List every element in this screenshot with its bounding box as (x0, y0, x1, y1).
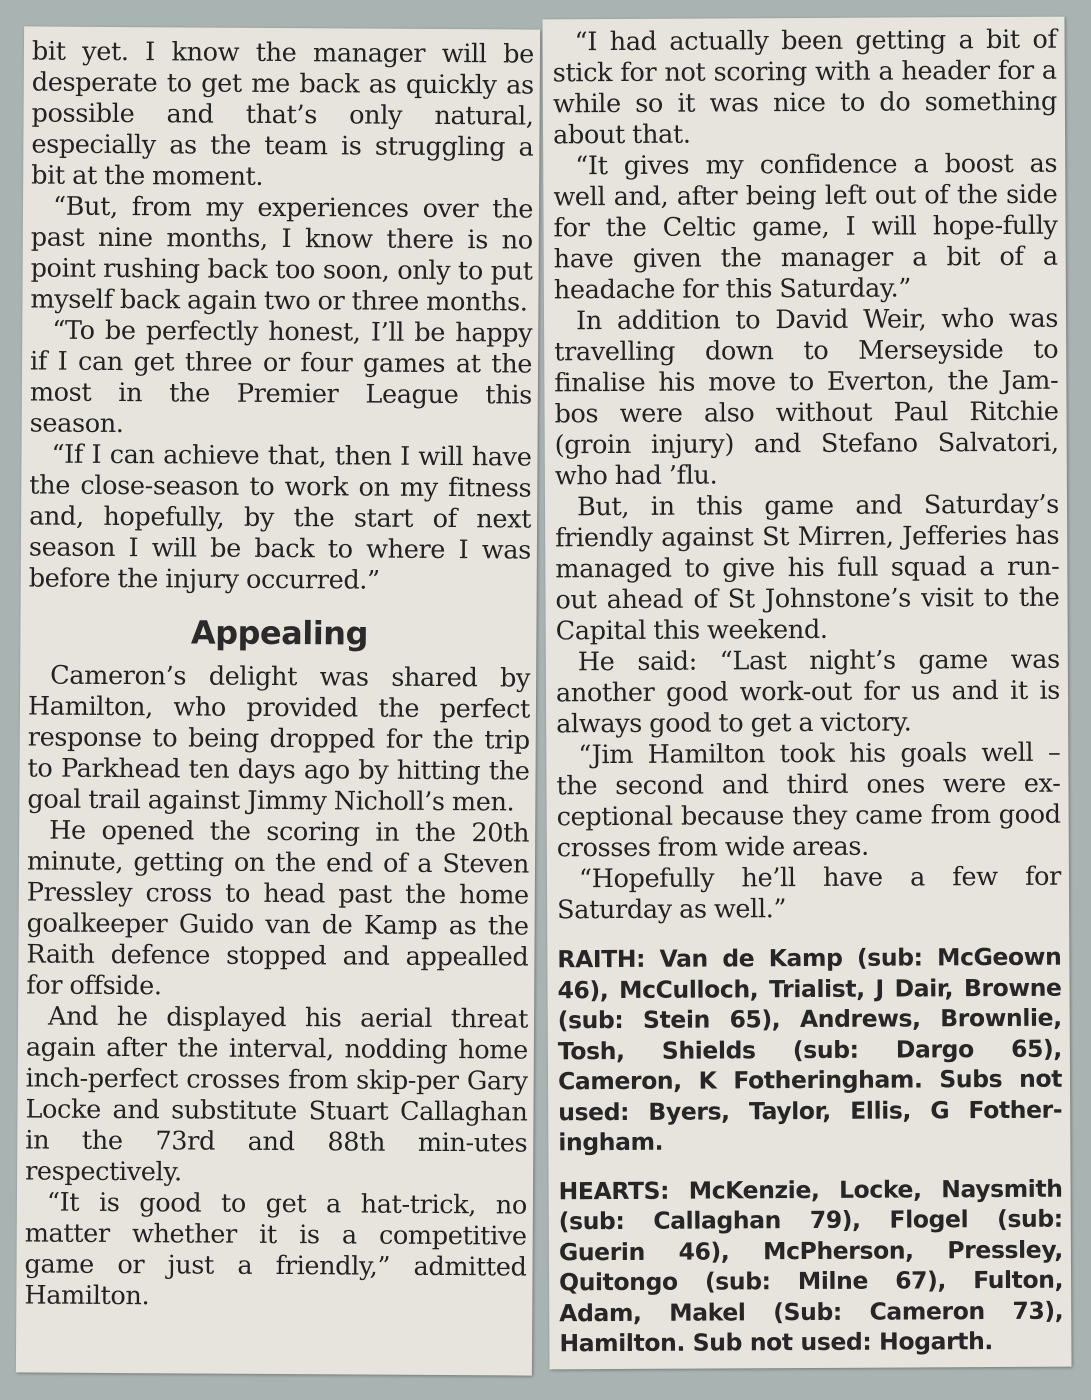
article-paragraph: But, in this game and Saturday’s friendly against St Mirren, Jefferies has managed to give his full squad a run-out ahead of St Johnstone’s visit to the Capital this weekend. (555, 489, 1060, 647)
article-paragraph: And he displayed his aerial threat again after the interval, nodding home inch-perfect crosses from skip-per Gary Locke and substitute Stuart Callaghan in the 73rd and 88th min-utes respectively. (25, 1001, 529, 1188)
left-column-clipping (16, 26, 540, 1375)
article-paragraph: “It gives my confidence a boost as well and, after being left out of the side for the Celtic game, I will hope-fully have given the manager a bit of a headache for this Saturday.” (553, 148, 1058, 306)
team-lists (557, 942, 1063, 1359)
article-paragraph: “It is good to get a hat-trick, no matter whether it is a competitive game or just a friendly,” admitted Hamilton. (24, 1187, 528, 1312)
article-paragraph: He said: “Last night’s game was another good work-out for us and it is always good to get a victory. (555, 644, 1061, 740)
article-paragraph: “Jim Hamilton took his goals well – the second and third ones were ex-ceptional because they came from good crosses from wide areas. (556, 737, 1061, 864)
article-paragraph: bit yet. I know the manager will be desperate to get me back as quickly as possible and that’s only natural, especially as the team is struggling a bit at the moment. (31, 36, 535, 192)
right-column-clipping (542, 17, 1071, 1370)
team-list-hearts: HEARTS: McKenzie, Locke, Naysmith (sub: Callaghan 79), Flogel (sub: Guerin 46), McPherson, Pressley, Quitongo (sub: Milne 67), Fulton, Adam, Makel (Sub: Cameron 73), Hamilton. Sub not used: Hogarth. (558, 1174, 1064, 1358)
article-paragraph: “But, from my experiences over the past nine months, I know there is no point rushing back too soon, only to put myself back again two or three months. (30, 191, 534, 318)
article-paragraph: He opened the scoring in the 20th minute, getting on the end of a Steven Pressley cross to head past the home goalkeeper Guido van de Kamp as the Raith defence stopped and appealled for offside. (26, 815, 530, 1002)
article-paragraph: “I had actually been getting a bit of stick for not scoring with a header for a while so it was nice to do something about that. (552, 24, 1057, 151)
article-paragraph: “If I can achieve that, then I will have the close-season to work on my fitness and, hopefully, by the start of next season I will be back to where I was before the injury occurred.” (28, 439, 532, 596)
article-paragraph: “To be perfectly honest, I’ll be happy if I can get three or four games at the most in the Premier League this season. (29, 315, 533, 440)
article-paragraph: “Hopefully he’ll have a few for Saturday as well.” (557, 861, 1062, 926)
subheading: Appealing (190, 613, 369, 653)
team-list-raith: RAITH: Van de Kamp (sub: McGeown 46), McCulloch, Trialist, J Dair, Browne (sub: Stein 65), Andrews, Brownlie, Tosh, Shields (sub: Dargo 65), Cameron, K Fotheringham. Subs not used: Byers, Taylor, Ellis, G Fother-ingham. (557, 942, 1063, 1157)
article-paragraph: Cameron’s delight was shared by Hamilton, who provided the perfect response to being dropped for the trip to Parkhead ten days ago by hitting the goal trail against Jimmy Nicholl’s men. (27, 660, 531, 818)
article-paragraph: In addition to David Weir, who was travelling down to Merseyside to finalise his move to Everton, the Jam-bos were also without Paul Ritchie (groin injury) and Stefano Salvatori, who had ’flu. (554, 303, 1059, 492)
